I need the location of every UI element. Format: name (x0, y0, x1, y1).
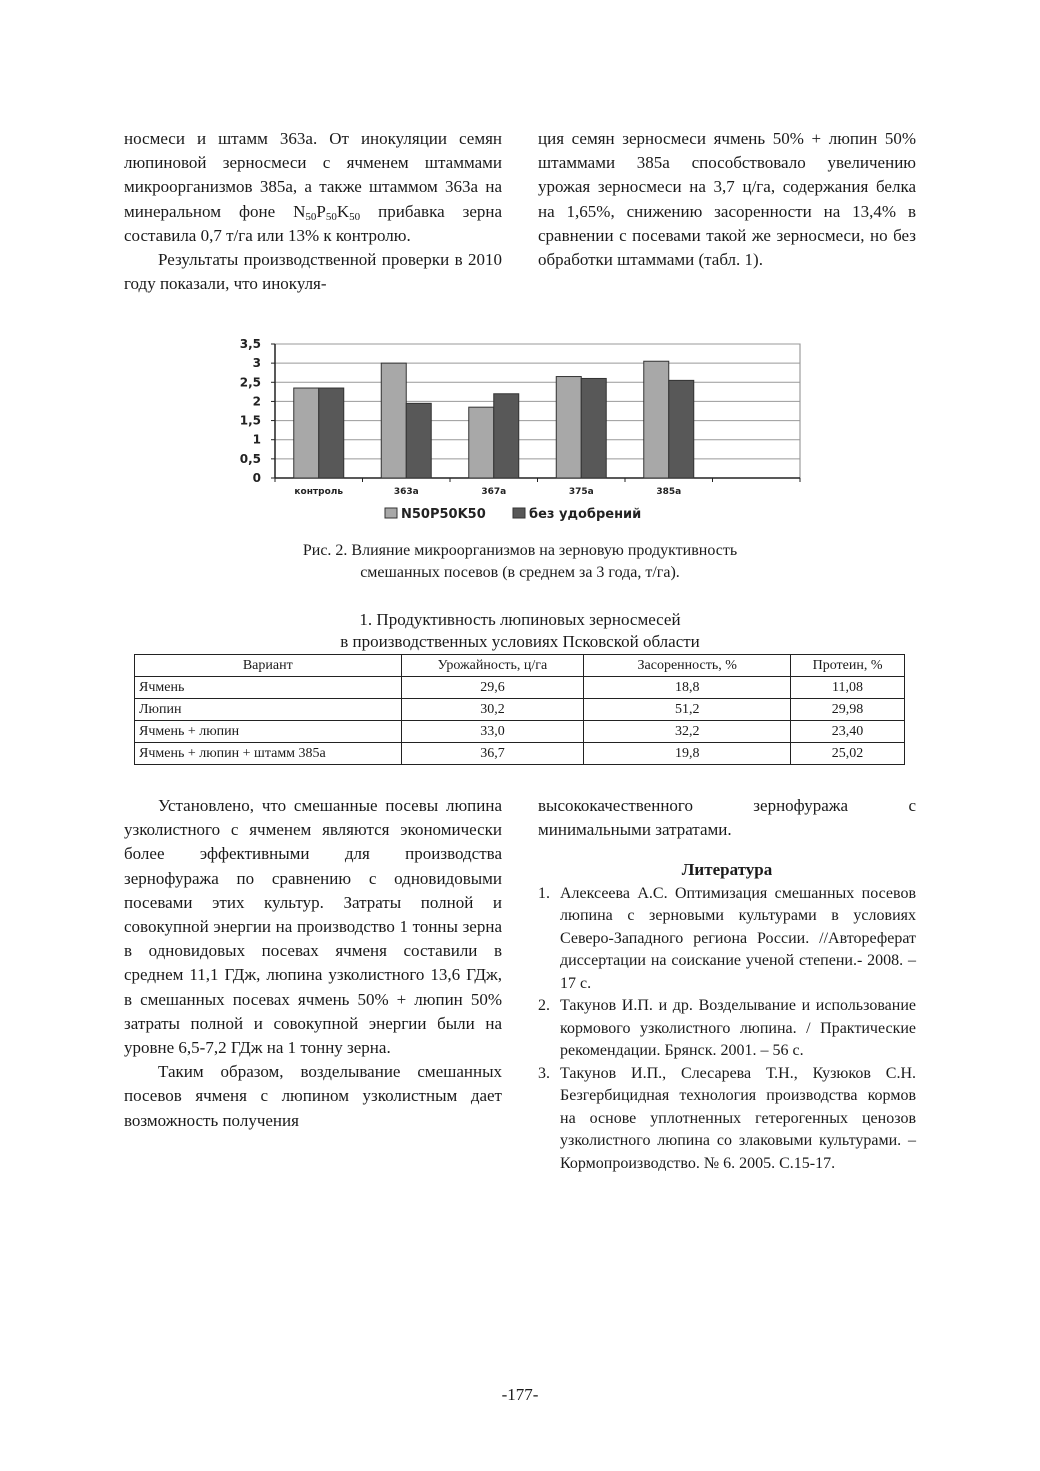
table-cell: 25,02 (791, 743, 905, 765)
y-tick-label: 0,5 (239, 451, 261, 466)
legend-label: N50P50K50 (401, 507, 486, 522)
table-row (135, 743, 905, 765)
y-tick-label: 3 (252, 356, 261, 371)
table-title-line: 1. Продуктивность люпиновых зерносмесей (359, 610, 681, 629)
x-tick-label: 363а (393, 487, 419, 497)
table-cell: Люпин (135, 699, 402, 721)
table-header: Урожайность, ц/га (401, 655, 584, 677)
table-title (250, 609, 790, 653)
x-tick-label: контроль (294, 487, 344, 497)
table-header: Засоренность, % (584, 655, 791, 677)
bar (469, 407, 494, 478)
bar (381, 363, 406, 478)
x-tick-label: 367а (481, 487, 507, 497)
table-cell: 33,0 (401, 721, 584, 743)
y-tick-label: 2 (252, 394, 261, 409)
paragraph: высококачественного зернофуража с минимальными затратами. (538, 796, 916, 840)
table-cell: 19,8 (584, 743, 791, 765)
legend-label: без удобрений (529, 507, 642, 522)
legend-swatch (513, 508, 525, 518)
figure-caption (150, 540, 890, 584)
paragraph: носмеси и штамм 363а. От инокуляции семян люпиновой зерносмеси с ячменем штаммами микроорганизмов 385а, а также штаммом 363а на минеральном фоне $N_{50}P_{50}K_{50}$ прибавка зерна составила 0,7 т/га или 13% к контролю. (124, 129, 503, 245)
data-table (134, 654, 905, 765)
table-cell: 11,08 (791, 677, 905, 699)
y-tick-label: 2,5 (239, 375, 261, 390)
paragraph: Таким образом, возделывание смешанных посевов ячменя с люпином узколистным дает возможность получения (124, 1062, 502, 1130)
bar (669, 380, 694, 478)
table-row (135, 721, 905, 743)
paragraph: Результаты производственной проверки в 2010 году показали, что инокуля- (124, 250, 502, 294)
x-tick-label: 375а (568, 487, 594, 497)
bar (494, 394, 519, 478)
left-column-bottom (124, 794, 502, 1133)
reference-item (538, 1063, 916, 1176)
reference-text: Алексеева А.С. Оптимизация смешанных посевов люпина с зерновыми культурами в условиях Северо-Западного региона России. //Автореферат диссертации на соискание ученой степени.- 2008. – 17 с. (560, 884, 916, 992)
caption-line: Рис. 2. Влияние микроорганизмов на зерновую продуктивность (302, 542, 738, 559)
table-cell: 32,2 (584, 721, 791, 743)
table-cell: 29,98 (791, 699, 905, 721)
bar (644, 361, 669, 478)
reference-text: Такунов И.П. и др. Возделывание и использование кормового узколистного люпина. / Практические рекомендации. Брянск. 2001. – 56 с. (560, 997, 916, 1060)
reference-number: 3. (538, 1064, 550, 1082)
x-tick-label: 385а (656, 487, 682, 497)
chart-svg (225, 330, 815, 530)
reference-number: 1. (538, 884, 550, 902)
table-cell: Ячмень (135, 677, 402, 699)
references-heading: Литература (681, 860, 773, 880)
y-tick-label: 1 (252, 432, 261, 447)
legend-swatch (385, 508, 397, 518)
paragraph: ция семян зерносмеси ячмень 50% + люпин 50% штаммами 385а способствовало увеличению урожая зерносмеси на 3,7 ц/га, содержания белка на 1,65%, снижению засоренности на 13,4% в сравнении с посевами такой же зерносмеси, но без обработки штаммами (табл. 1). (538, 129, 916, 270)
table-cell: Ячмень + люпин + штамм 385а (135, 743, 402, 765)
y-tick-label: 3,5 (239, 337, 261, 351)
right-column-bottom (538, 794, 916, 1175)
table-row (135, 699, 905, 721)
bar (294, 388, 319, 478)
left-column-top (124, 127, 502, 296)
y-tick-label: 0 (252, 471, 261, 485)
caption-line: смешанных посевов (в среднем за 3 года, т/га). (360, 564, 680, 581)
bar-chart (225, 330, 815, 530)
bar (581, 378, 606, 478)
table-cell: 30,2 (401, 699, 584, 721)
page-number: -177- (501, 1385, 539, 1404)
table-cell: 51,2 (584, 699, 791, 721)
bar (556, 377, 581, 478)
table-header: Вариант (135, 655, 402, 677)
table-cell: 18,8 (584, 677, 791, 699)
plot-area (275, 344, 800, 478)
reference-number: 2. (538, 997, 550, 1015)
table-header: Протеин, % (791, 655, 905, 677)
table-row (135, 677, 905, 699)
table-cell: Ячмень + люпин (135, 721, 402, 743)
table-cell: 23,40 (791, 721, 905, 743)
bar (406, 403, 431, 478)
reference-text: Такунов И.П., Слесарева Т.Н., Кузюков С.Н. Безгербицидная технология производства кормов на основе уплотненных гетерогенных ценозов узколистного люпина со злаковыми культурами. – Кормопроизводство. № 6. 2005. С.15-17. (560, 1064, 916, 1172)
right-column-top (538, 127, 916, 272)
table-title-line: в производственных условиях Псковской области (340, 632, 700, 651)
y-tick-label: 1,5 (239, 413, 261, 428)
table-header-row (135, 655, 905, 677)
reference-item (538, 883, 916, 996)
reference-item (538, 995, 916, 1063)
table-cell: 29,6 (401, 677, 584, 699)
table-cell: 36,7 (401, 743, 584, 765)
bar (319, 388, 344, 478)
paragraph: Установлено, что смешанные посевы люпина узколистного с ячменем являются экономически более эффективными для производства зернофуража по сравнению с одновидовыми посевами этих культур. Затраты полной и совокупной энергии на производство 1 тонны зерна в одновидовых посевах ячменя составили в среднем 11,1 ГДж, люпина узколистного 13,6 ГДж, в смешанных посевах ячмень 50% + люпин 50% затраты полной и совокупной энергии были на уровне 6,5-7,2 ГДж на 1 тонну зерна. (124, 796, 502, 1058)
